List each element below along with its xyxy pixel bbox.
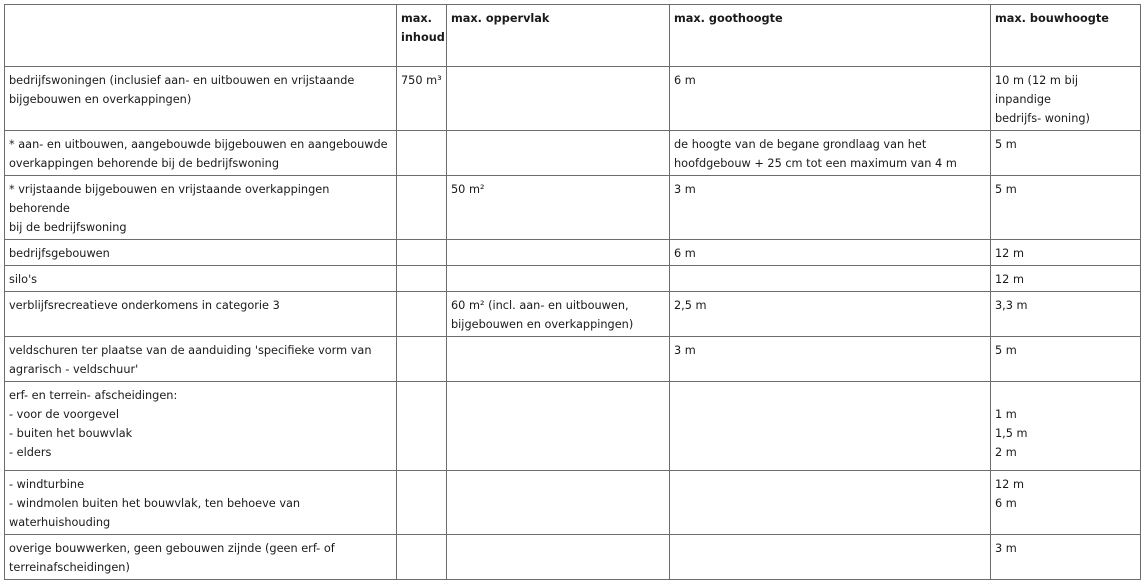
cell-oppervlak [447, 337, 670, 382]
cell-inhoud [397, 67, 447, 131]
cell-goothoogte [670, 535, 991, 580]
cell-label [5, 131, 397, 176]
table-row [5, 240, 1141, 266]
cell-bouwhoogte [991, 382, 1141, 471]
table-row [5, 176, 1141, 240]
cell-text: 3,3 m [995, 299, 1028, 312]
cell-text: hoofdgebouw + 25 cm tot een maximum van 4 m [674, 157, 957, 170]
cell-bouwhoogte [991, 67, 1141, 131]
table-row [5, 382, 1141, 471]
cell-goothoogte [670, 382, 991, 471]
cell-text: 750 m³ [401, 74, 442, 87]
cell-label [5, 382, 397, 471]
cell-text: 3 m [995, 542, 1017, 555]
cell-text: 50 m² [451, 183, 485, 196]
cell-inhoud [397, 471, 447, 535]
cell-oppervlak [447, 535, 670, 580]
cell-text: silo's [9, 273, 38, 286]
cell-bouwhoogte [991, 131, 1141, 176]
cell-label [5, 67, 397, 131]
cell-goothoogte [670, 337, 991, 382]
cell-inhoud [397, 240, 447, 266]
cell-bouwhoogte [991, 471, 1141, 535]
cell-goothoogte [670, 176, 991, 240]
cell-text: bijgebouwen en overkappingen) [451, 318, 634, 331]
cell-text: 5 m [995, 344, 1017, 357]
cell-oppervlak [447, 131, 670, 176]
cell-text: 3 m [674, 344, 696, 357]
header-cell-max-oppervlak: max. oppervlak [447, 5, 670, 67]
cell-text: 12 m [995, 478, 1024, 491]
cell-text: 12 m [995, 273, 1024, 286]
cell-text: erf- en terrein- afscheidingen: [9, 389, 178, 402]
cell-text: - windturbine [9, 478, 85, 491]
cell-label [5, 535, 397, 580]
cell-text: verblijfsrecreatieve onderkomens in categorie 3 [9, 299, 280, 312]
cell-text: bedrijfs- woning) [995, 112, 1090, 125]
cell-text: 6 m [995, 497, 1017, 510]
cell-text: 6 m [674, 74, 696, 87]
cell-text: 12 m [995, 247, 1024, 260]
cell-text: bedrijfsgebouwen [9, 247, 110, 260]
cell-text: overige bouwwerken, geen gebouwen zijnde (geen erf- of [9, 542, 335, 555]
cell-bouwhoogte [991, 266, 1141, 292]
cell-goothoogte [670, 67, 991, 131]
cell-goothoogte [670, 471, 991, 535]
table-row [5, 471, 1141, 535]
cell-text: de hoogte van de begane grondlaag van het [674, 138, 927, 151]
cell-text: - buiten het bouwvlak [9, 427, 133, 440]
cell-text: - windmolen buiten het bouwvlak, ten behoeve van [9, 497, 301, 510]
cell-bouwhoogte [991, 240, 1141, 266]
cell-label [5, 240, 397, 266]
cell-oppervlak [447, 382, 670, 471]
cell-text: - voor de voorgevel [9, 408, 119, 421]
cell-inhoud [397, 337, 447, 382]
table-row [5, 67, 1141, 131]
cell-bouwhoogte [991, 176, 1141, 240]
cell-oppervlak [447, 266, 670, 292]
cell-label [5, 292, 397, 337]
header-row [5, 5, 1141, 67]
header-cell-label [5, 5, 397, 67]
cell-oppervlak [447, 240, 670, 266]
cell-text: 2 m [995, 446, 1017, 459]
table-row [5, 131, 1141, 176]
cell-text: 2,5 m [674, 299, 707, 312]
cell-text: 60 m² (incl. aan- en uitbouwen, [451, 299, 629, 312]
cell-text: 1,5 m [995, 427, 1028, 440]
cell-text: 10 m (12 m bij inpandige [995, 74, 1082, 106]
cell-goothoogte [670, 292, 991, 337]
header-cell-max-bouwhoogte: max. bouwhoogte [991, 5, 1141, 67]
cell-text: 5 m [995, 138, 1017, 151]
header-cell-max-goothoogte: max. goothoogte [670, 5, 991, 67]
cell-label [5, 266, 397, 292]
cell-text: 5 m [995, 183, 1017, 196]
cell-oppervlak [447, 471, 670, 535]
cell-text: 3 m [674, 183, 696, 196]
cell-goothoogte [670, 266, 991, 292]
cell-bouwhoogte [991, 535, 1141, 580]
building-regulations-table [4, 4, 1141, 580]
table-body [5, 67, 1141, 580]
cell-goothoogte [670, 131, 991, 176]
cell-text: bijgebouwen en overkappingen) [9, 93, 192, 106]
cell-text [995, 386, 1136, 405]
cell-label [5, 337, 397, 382]
table-row [5, 535, 1141, 580]
cell-label [5, 471, 397, 535]
table-row [5, 337, 1141, 382]
cell-inhoud [397, 535, 447, 580]
cell-bouwhoogte [991, 292, 1141, 337]
cell-label [5, 176, 397, 240]
cell-text: overkappingen behorende bij de bedrijfswoning [9, 157, 279, 170]
cell-inhoud [397, 131, 447, 176]
cell-text: veldschuren ter plaatse van de aanduiding 'specifieke vorm van [9, 344, 372, 357]
cell-inhoud [397, 266, 447, 292]
cell-text: - elders [9, 446, 52, 459]
cell-oppervlak [447, 67, 670, 131]
cell-goothoogte [670, 240, 991, 266]
cell-text: agrarisch - veldschuur' [9, 363, 139, 376]
cell-inhoud [397, 292, 447, 337]
cell-text: 1 m [995, 408, 1017, 421]
cell-oppervlak [447, 292, 670, 337]
cell-bouwhoogte [991, 337, 1141, 382]
table-row [5, 266, 1141, 292]
cell-text: bedrijfswoningen (inclusief aan- en uitbouwen en vrijstaande [9, 74, 355, 87]
header-cell-max-inhoud: max. inhoud [397, 5, 447, 67]
cell-text: 6 m [674, 247, 696, 260]
cell-text: terreinafscheidingen) [9, 561, 130, 574]
cell-text: * vrijstaande bijgebouwen en vrijstaande overkappingen behorende [9, 183, 333, 215]
cell-text: waterhuishouding [9, 516, 111, 529]
cell-oppervlak [447, 176, 670, 240]
cell-inhoud [397, 176, 447, 240]
cell-inhoud [397, 382, 447, 471]
cell-text: bij de bedrijfswoning [9, 221, 127, 234]
cell-text: * aan- en uitbouwen, aangebouwde bijgebouwen en aangebouwde [9, 138, 388, 151]
table-row [5, 292, 1141, 337]
